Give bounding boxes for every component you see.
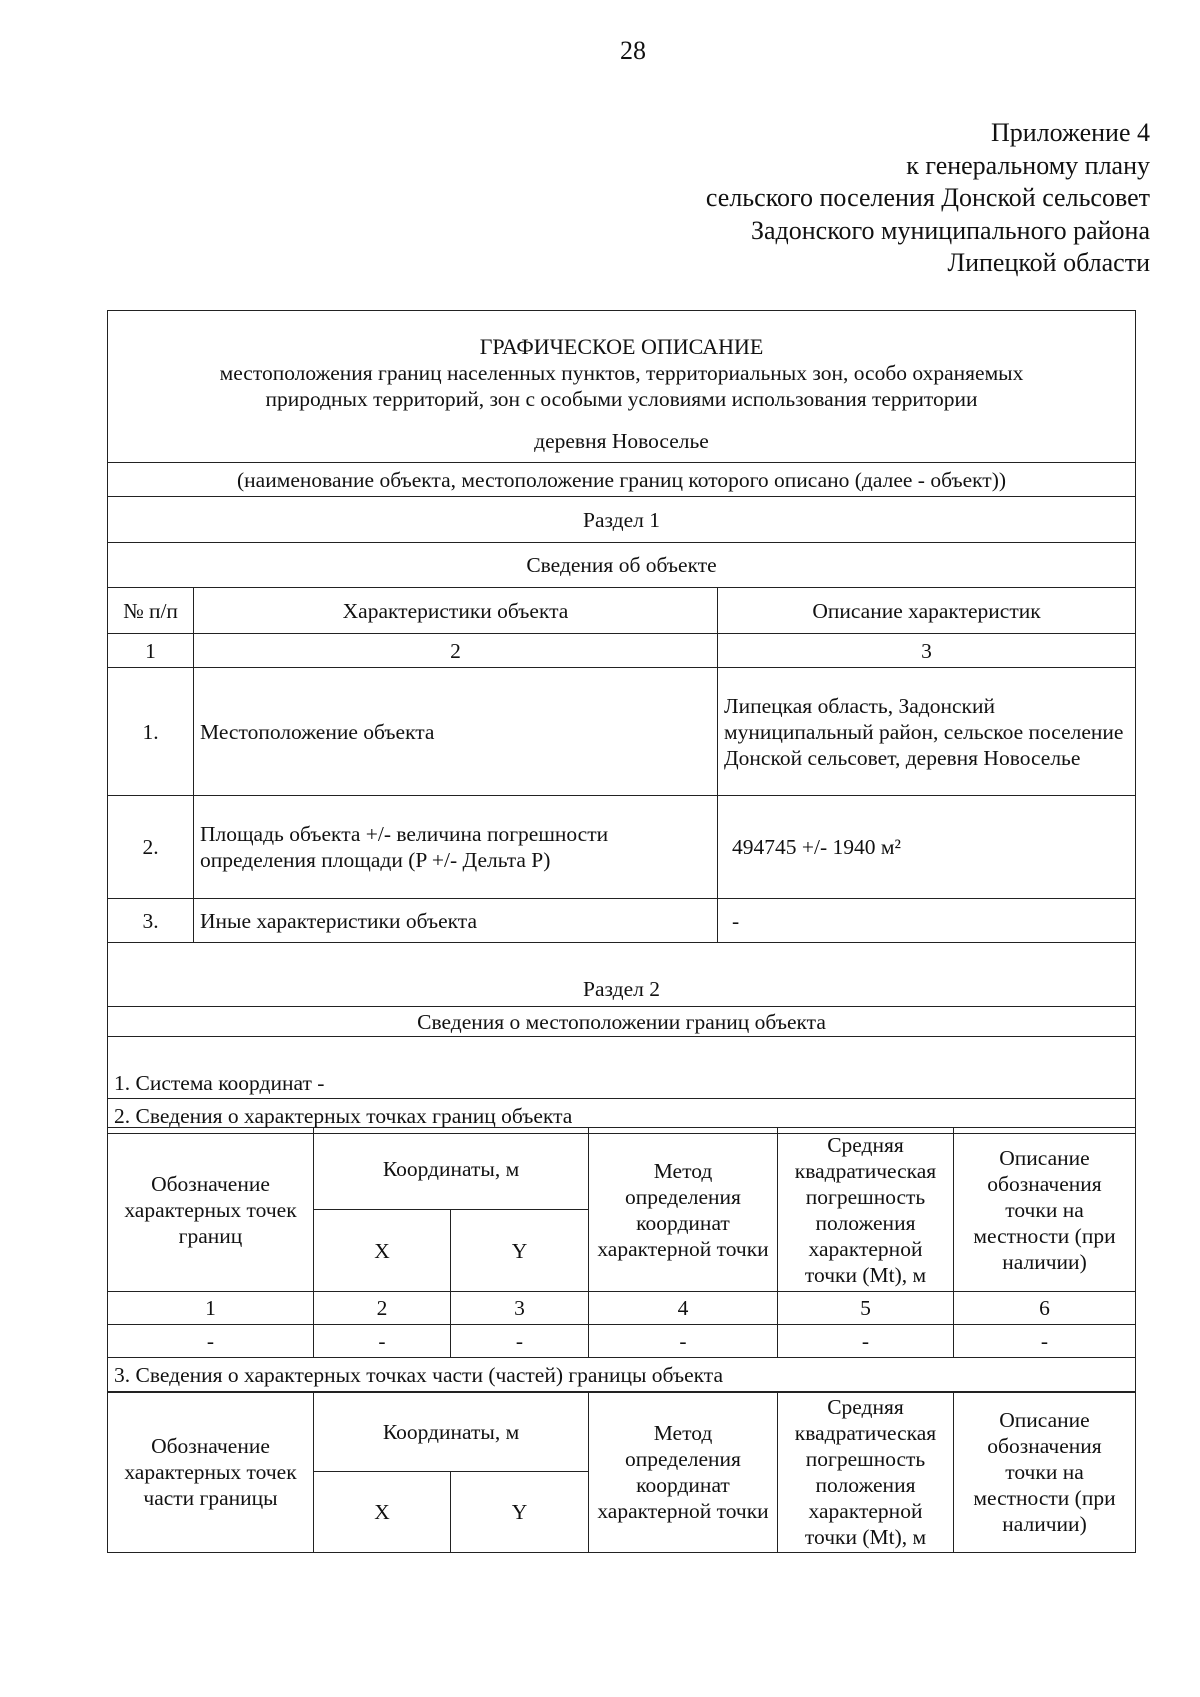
y-header: Y xyxy=(451,1472,589,1553)
points-section-title: 2. Сведения о характерных точках границ объекта xyxy=(108,1099,1136,1134)
method-header: Метод определения координат характерной точки xyxy=(589,1128,778,1292)
points-table xyxy=(107,1127,1136,1393)
x-header: X xyxy=(314,1210,451,1292)
column-number: 2 xyxy=(314,1292,451,1325)
table-row xyxy=(108,668,1136,796)
coordinates-header: Координаты, м xyxy=(314,1128,589,1210)
page-number: 28 xyxy=(620,36,646,65)
coordinates-header: Координаты, м xyxy=(314,1392,589,1472)
column-number: 3 xyxy=(718,634,1136,668)
x-header: X xyxy=(314,1472,451,1553)
object-name: деревня Новоселье xyxy=(534,428,709,453)
annex-block xyxy=(706,117,1150,280)
designation-header: Обозначение характерных точек части границы xyxy=(108,1392,314,1553)
column-header: № п/п xyxy=(108,588,194,634)
row-number: 1. xyxy=(108,668,194,796)
column-number: 4 xyxy=(589,1292,778,1325)
coordinate-system: 1. Система координат - xyxy=(108,1037,1136,1099)
description-header: Описание обозначения точки на местности (при наличии) xyxy=(954,1392,1136,1553)
annex-line: Приложение 4 xyxy=(990,118,1150,147)
object-caption: (наименование объекта, местоположение границ которого описано (далее - объект)) xyxy=(108,463,1136,497)
column-number: 2 xyxy=(194,634,718,668)
column-header: Описание характеристик xyxy=(718,588,1136,634)
parts-section-title: 3. Сведения о характерных точках части (частей) границы объекта xyxy=(108,1358,1136,1393)
column-number: 5 xyxy=(778,1292,954,1325)
row-description: - xyxy=(718,899,1136,943)
table-cell: - xyxy=(954,1325,1136,1358)
table-row xyxy=(108,1325,1136,1358)
parts-table xyxy=(107,1391,1136,1553)
column-number: 1 xyxy=(108,1292,314,1325)
row-number: 3. xyxy=(108,899,194,943)
row-number: 2. xyxy=(108,796,194,899)
y-header: Y xyxy=(451,1210,589,1292)
annex-line: сельского поселения Донской сельсовет xyxy=(705,183,1150,212)
column-number: 6 xyxy=(954,1292,1136,1325)
row-characteristic: Иные характеристики объекта xyxy=(194,899,718,943)
column-number: 1 xyxy=(108,634,194,668)
row-description: Липецкая область, Задонский муниципальный район, сельское поселение Донской сельсовет, деревня Новоселье xyxy=(718,668,1136,796)
table-row xyxy=(108,899,1136,943)
section2-subtitle: Сведения о местоположении границ объекта xyxy=(108,1007,1136,1037)
table-cell: - xyxy=(451,1325,589,1358)
document-subtitle: местоположения границ населенных пунктов, территориальных зон, особо охраняемых xyxy=(219,360,1024,385)
title-cell xyxy=(108,311,1136,463)
document-title: ГРАФИЧЕСКОЕ ОПИСАНИЕ xyxy=(479,333,764,359)
annex-line: Липецкой области xyxy=(947,248,1150,277)
table-cell: - xyxy=(108,1325,314,1358)
table-cell: - xyxy=(314,1325,451,1358)
table-cell: - xyxy=(778,1325,954,1358)
description-header: Описание обозначения точки на местности (при наличии) xyxy=(954,1128,1136,1292)
section1-title: Раздел 1 xyxy=(108,497,1136,543)
document-subtitle: природных территорий, зон с особыми условиями использования территории xyxy=(265,386,978,411)
row-characteristic: Площадь объекта +/- величина погрешности определения площади (P +/- Дельта P) xyxy=(194,796,718,899)
annex-line: к генеральному плану xyxy=(906,150,1150,180)
row-characteristic: Местоположение объекта xyxy=(194,668,718,796)
main-table xyxy=(107,310,1136,1134)
table-cell: - xyxy=(589,1325,778,1358)
column-header: Характеристики объекта xyxy=(194,588,718,634)
error-header: Средняя квадратическая погрешность положения характерной точки (Mt), м xyxy=(778,1392,954,1553)
column-number: 3 xyxy=(451,1292,589,1325)
table-row xyxy=(108,796,1136,899)
section1-subtitle: Сведения об объекте xyxy=(108,543,1136,588)
annex-line: Задонского муниципального района xyxy=(750,215,1150,245)
row-description: 494745 +/- 1940 м² xyxy=(718,796,1136,899)
method-header: Метод определения координат характерной точки xyxy=(589,1392,778,1553)
designation-header: Обозначение характерных точек границ xyxy=(108,1128,314,1292)
section2-title: Раздел 2 xyxy=(108,943,1136,1007)
error-header: Средняя квадратическая погрешность положения характерной точки (Mt), м xyxy=(778,1128,954,1292)
